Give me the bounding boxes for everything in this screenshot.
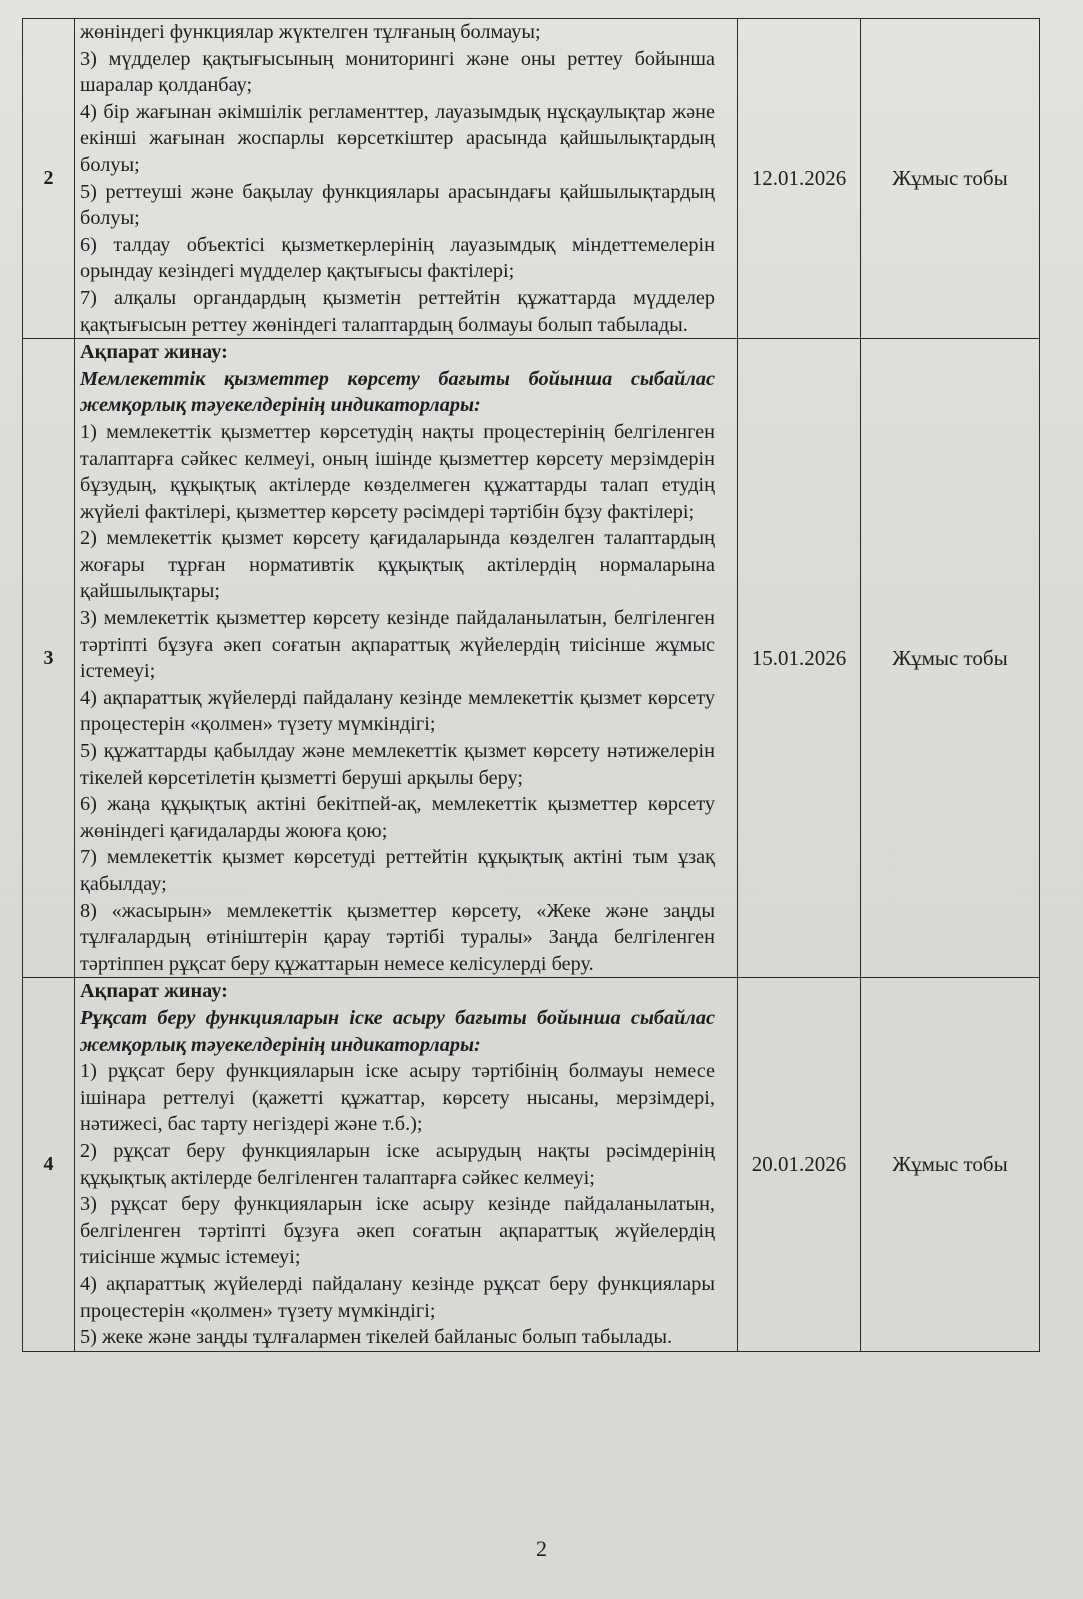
list-item: 4) ақпараттық жүйелерді пайдалану кезінде мемлекеттік қызмет көрсету процестерін «қолмен» түзету мүмкіндігі; bbox=[80, 686, 715, 736]
row-date: 12.01.2026 bbox=[738, 19, 861, 339]
row-number: 4 bbox=[23, 978, 75, 1351]
row-content bbox=[75, 978, 738, 1351]
section-heading: Ақпарат жинау: bbox=[80, 341, 228, 364]
list-item: 2) рұқсат беру функцияларын іске асырудың нақты рәсімдерінің құқықтық актілерде белгіленген талаптарға сәйкес келмеуі; bbox=[80, 1139, 715, 1189]
section-heading: Ақпарат жинау: bbox=[80, 980, 228, 1003]
table-row bbox=[23, 19, 1040, 339]
row-number: 2 bbox=[23, 19, 75, 339]
table-row bbox=[23, 339, 1040, 978]
row-number: 3 bbox=[23, 339, 75, 978]
list-item: 8) «жасырын» мемлекеттік қызметтер көрсету, «Жеке және заңды тұлғалардың өтініштерін қарау тәртібі туралы» Заңда белгіленген тәртіппен рұқсат беру құжаттарын немесе келісулерді беру. bbox=[80, 899, 715, 975]
row-date: 20.01.2026 bbox=[738, 978, 861, 1351]
row-responsible: Жұмыс тобы bbox=[861, 339, 1040, 978]
row-content bbox=[75, 19, 738, 339]
list-item: 2) мемлекеттік қызмет көрсету қағидаларында көзделген талаптардың жоғары тұрған нормативтік құқықтық актілердің нормаларына қайшылықтары; bbox=[80, 527, 715, 603]
list-item: 3) мүдделер қақтығысының мониторингі және оны реттеу бойынша шаралар қолданбау; bbox=[80, 47, 715, 97]
list-item: 6) жаңа құқықтық актіні бекітпей-ақ, мемлекеттік қызметтер көрсету жөніндегі қағидаларды жоюға қою; bbox=[80, 793, 715, 842]
page-number: 2 bbox=[536, 1536, 547, 1561]
list-item: жөніндегі функциялар жүктелген тұлғаның болмауы; bbox=[80, 21, 541, 43]
table-row bbox=[23, 978, 1040, 1351]
row-date: 15.01.2026 bbox=[738, 339, 861, 978]
list-item: 4) ақпараттық жүйелерді пайдалану кезінде рұқсат беру функциялары процестерін «қолмен» түзету мүмкіндігі; bbox=[80, 1272, 715, 1322]
row-responsible: Жұмыс тобы bbox=[861, 978, 1040, 1351]
list-item: 5) құжаттарды қабылдау және мемлекеттік қызмет көрсету нәтижелерін тікелей көрсетілетін қызметті беруші арқылы беру; bbox=[80, 740, 715, 789]
list-item: 1) мемлекеттік қызметтер көрсетудің нақты процестерінің белгіленген талаптарға сәйкес келмеуі, оның ішінде қызметтер көрсету мерзімдерін бұзудың, құқықтық актілерде көзделмеген құжаттарды талап етудің жүйелі фактілері, қызметтер көрсету рәсімдері тәртібін бұзу фактілері; bbox=[80, 420, 715, 523]
list-item: 7) мемлекеттік қызмет көрсетуді реттейтін құқықтық актіні тым ұзақ қабылдау; bbox=[80, 846, 715, 895]
row-responsible: Жұмыс тобы bbox=[861, 19, 1040, 339]
row-content bbox=[75, 339, 738, 978]
list-item: 7) алқалы органдардың қызметін реттейтін құжаттарда мүдделер қақтығысын реттеу жөніндегі талаптардың болмауы болып табылады. bbox=[80, 286, 715, 336]
list-item: 3) рұқсат беру функцияларын іске асыру кезінде пайдаланылатын, белгіленген тәртіпті бұзуға әкеп соғатын ақпараттық жүйелердің тиісінше жұмыс істемеуі; bbox=[80, 1193, 715, 1269]
list-item: 6) талдау объектісі қызметкерлерінің лауазымдық міндеттемелерін орындау кезіндегі мүдделер қақтығысы фактілері; bbox=[80, 233, 715, 283]
list-item: 1) рұқсат беру функцияларын іске асыру тәртібінің болмауы немесе ішінара реттелуі (қажетті құжаттар, көрсету нысаны, мерзімдері, нәтижесі, бас тарту негіздері және т.б.); bbox=[80, 1060, 715, 1136]
measures-table bbox=[22, 18, 1040, 1352]
list-item: 5) реттеуші және бақылау функциялары арасындағы қайшылықтардың болуы; bbox=[80, 180, 715, 230]
list-item: 4) бір жағынан әкімшілік регламенттер, лауазымдық нұсқаулықтар және екінші жағынан жоспарлы көрсеткіштер арасында қайшылықтардың болуы; bbox=[80, 100, 715, 176]
list-item: 3) мемлекеттік қызметтер көрсету кезінде пайдаланылатын, белгіленген тәртіпті бұзуға әкеп соғатын ақпараттық жүйелердің тиісінше жұмыс істемеуі; bbox=[80, 607, 715, 683]
section-subheading: Рұқсат беру функцияларын іске асыру бағыты бойынша сыбайлас жемқорлық тәуекелдерінің индикаторлары: bbox=[80, 1006, 715, 1056]
list-item: 5) жеке және заңды тұлғалармен тікелей байланыс болып табылады. bbox=[80, 1326, 673, 1349]
section-subheading: Мемлекеттік қызметтер көрсету бағыты бойынша сыбайлас жемқорлық тәуекелдерінің индикаторлары: bbox=[80, 367, 715, 417]
